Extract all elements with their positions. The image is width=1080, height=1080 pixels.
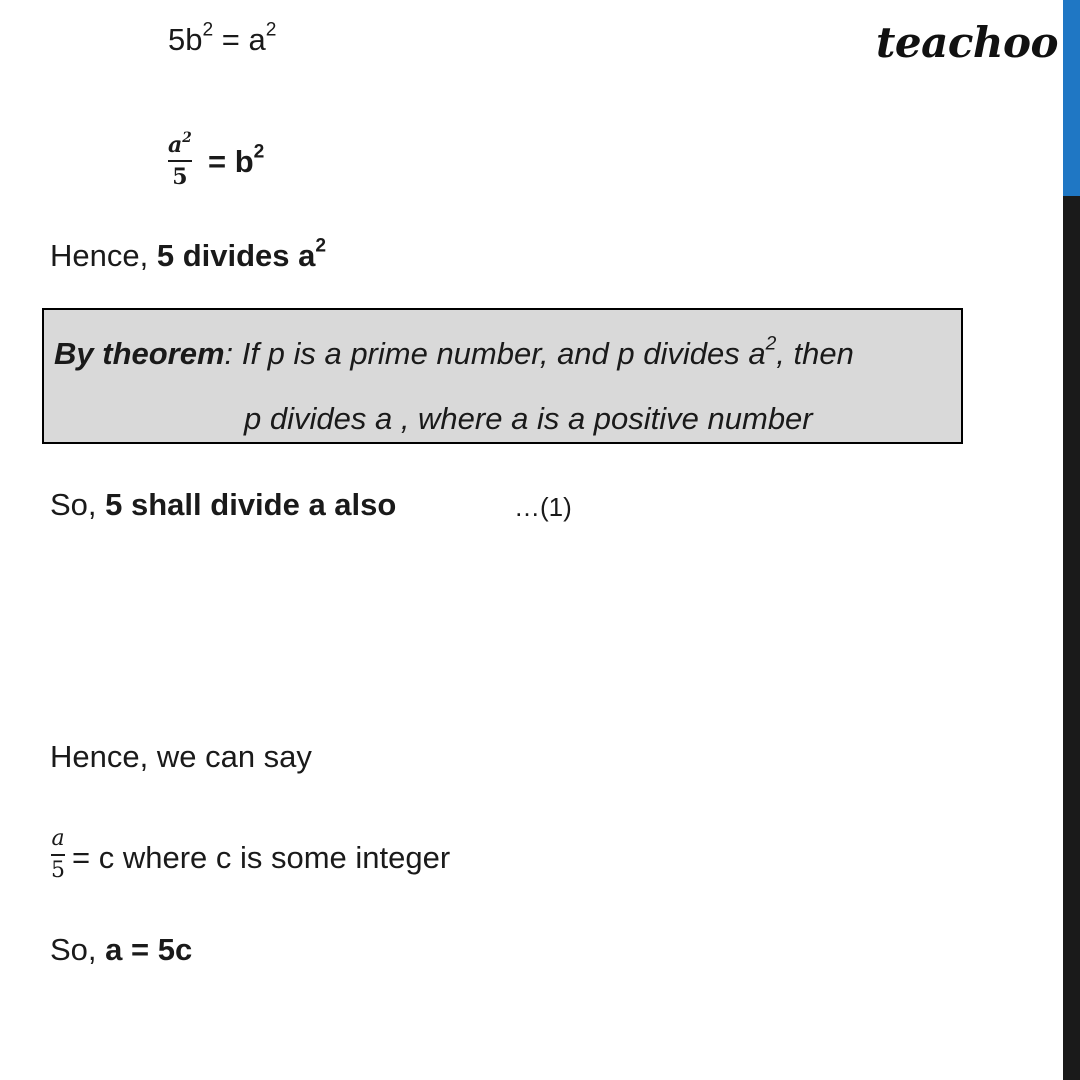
statement-5-divides-a2: Hence, 5 divides $a^2$ xyxy=(50,235,327,273)
sidebar-accent-strip xyxy=(1063,0,1080,196)
fraction-a2-over-5: $a^2$ 5 xyxy=(168,129,192,190)
theorem-box xyxy=(42,308,963,444)
theorem-line-2: p divides a , where a is a positive number xyxy=(244,401,813,436)
theorem-line-1: By theorem: If p is a prime number, and p divides $a^2$, then xyxy=(54,333,854,371)
teachoo-logo: teachoo xyxy=(876,18,1058,67)
statement-c-integer: = c where c is some integer xyxy=(72,840,451,875)
equation-reference-1: …(1) xyxy=(514,492,572,522)
statement-hence-we-can-say: Hence, we can say xyxy=(50,739,312,774)
statement-a-eq-5c: So, a = 5c xyxy=(50,932,193,967)
equation-eq-b2: = $b^2$ xyxy=(208,141,265,179)
fraction-a-over-5: a 5 xyxy=(51,826,65,883)
equation-5b2-eq-a2: $5b^2 = a^2$ xyxy=(168,19,277,57)
statement-5-divides-a: So, 5 shall divide a also xyxy=(50,487,397,522)
